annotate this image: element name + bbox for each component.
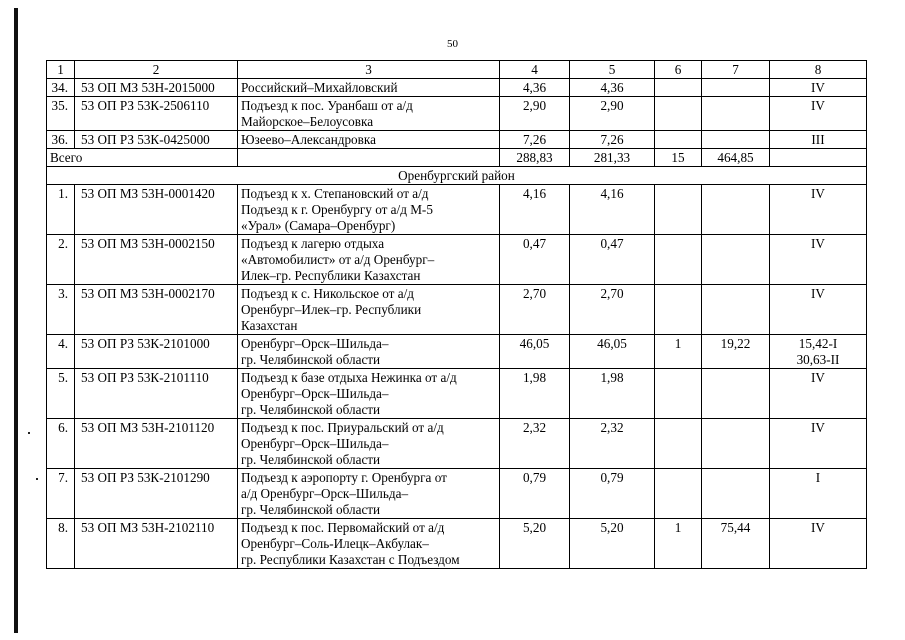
bridge-length (702, 131, 770, 149)
bridge-count (655, 369, 702, 419)
total-empty (238, 149, 500, 167)
road-category: IV (770, 419, 867, 469)
table-row (47, 97, 867, 131)
row-number: 1. (47, 185, 75, 235)
bridge-length (702, 469, 770, 519)
header-cell: 3 (238, 61, 500, 79)
bridge-count: 1 (655, 519, 702, 569)
length-total: 2,32 (500, 419, 570, 469)
road-category: IV (770, 369, 867, 419)
road-name: Подъезд к базе отдыха Нежинка от а/д Оренбург–Орск–Шильда– гр. Челябинской области (238, 369, 500, 419)
road-name: Юзеево–Александровка (238, 131, 500, 149)
table-row (47, 469, 867, 519)
road-code: 53 ОП МЗ 53Н-0002170 (75, 285, 238, 335)
bridge-length (702, 419, 770, 469)
total-empty (770, 149, 867, 167)
table-row (47, 185, 867, 235)
road-code: 53 ОП МЗ 53Н-2102110 (75, 519, 238, 569)
table-row (47, 131, 867, 149)
road-category: IV (770, 285, 867, 335)
scan-speck (36, 478, 38, 480)
length-regional: 46,05 (570, 335, 655, 369)
bridge-length (702, 369, 770, 419)
length-total: 4,36 (500, 79, 570, 97)
section-row (47, 167, 867, 185)
length-regional: 4,16 (570, 185, 655, 235)
total-length-regional: 281,33 (570, 149, 655, 167)
bridge-length (702, 185, 770, 235)
table-row (47, 235, 867, 285)
bridge-count: 1 (655, 335, 702, 369)
roads-table (46, 60, 867, 569)
length-regional: 1,98 (570, 369, 655, 419)
road-code: 53 ОП РЗ 53К-2101110 (75, 369, 238, 419)
road-name: Подъезд к х. Степановский от а/д Подъезд к г. Оренбургу от а/д М-5 «Урал» (Самара–Оренбург) (238, 185, 500, 235)
row-number: 34. (47, 79, 75, 97)
length-regional: 7,26 (570, 131, 655, 149)
length-total: 5,20 (500, 519, 570, 569)
road-category: 15,42-I 30,63-II (770, 335, 867, 369)
road-name: Российский–Михайловский (238, 79, 500, 97)
bridge-count (655, 285, 702, 335)
total-length: 288,83 (500, 149, 570, 167)
row-number: 6. (47, 419, 75, 469)
table-row (47, 419, 867, 469)
length-regional: 2,90 (570, 97, 655, 131)
road-category: III (770, 131, 867, 149)
total-bridge-length: 464,85 (702, 149, 770, 167)
header-cell: 7 (702, 61, 770, 79)
road-code: 53 ОП МЗ 53Н-2015000 (75, 79, 238, 97)
road-category: IV (770, 97, 867, 131)
road-name: Подъезд к аэропорту г. Оренбурга от а/д Оренбург–Орск–Шильда– гр. Челябинской области (238, 469, 500, 519)
row-number: 4. (47, 335, 75, 369)
header-cell: 1 (47, 61, 75, 79)
scan-edge-bar (14, 8, 18, 633)
row-number: 35. (47, 97, 75, 131)
bridge-length (702, 235, 770, 285)
table-row (47, 335, 867, 369)
total-bridge-count: 15 (655, 149, 702, 167)
road-name: Подъезд к пос. Первомайский от а/д Оренбург–Соль-Илецк–Акбулак– гр. Республики Казахстан с Подъездом (238, 519, 500, 569)
total-row (47, 149, 867, 167)
length-total: 2,70 (500, 285, 570, 335)
road-category: I (770, 469, 867, 519)
bridge-count (655, 469, 702, 519)
length-regional: 0,79 (570, 469, 655, 519)
road-name: Подъезд к пос. Приуральский от а/д Оренбург–Орск–Шильда– гр. Челябинской области (238, 419, 500, 469)
road-category: IV (770, 79, 867, 97)
bridge-length (702, 79, 770, 97)
header-row (47, 61, 867, 79)
scan-speck (28, 432, 30, 434)
road-code: 53 ОП МЗ 53Н-0001420 (75, 185, 238, 235)
length-total: 4,16 (500, 185, 570, 235)
bridge-count (655, 419, 702, 469)
road-code: 53 ОП РЗ 53К-2101290 (75, 469, 238, 519)
length-total: 7,26 (500, 131, 570, 149)
road-code: 53 ОП РЗ 53К-2101000 (75, 335, 238, 369)
length-regional: 4,36 (570, 79, 655, 97)
bridge-count (655, 235, 702, 285)
bridge-length (702, 285, 770, 335)
row-number: 3. (47, 285, 75, 335)
table-row (47, 369, 867, 419)
road-name: Подъезд к лагерю отдыха «Автомобилист» от а/д Оренбург– Илек–гр. Республики Казахстан (238, 235, 500, 285)
road-code: 53 ОП МЗ 53Н-0002150 (75, 235, 238, 285)
bridge-length: 19,22 (702, 335, 770, 369)
length-total: 0,47 (500, 235, 570, 285)
bridge-length: 75,44 (702, 519, 770, 569)
length-regional: 0,47 (570, 235, 655, 285)
length-total: 1,98 (500, 369, 570, 419)
bridge-count (655, 97, 702, 131)
bridge-count (655, 131, 702, 149)
table-row (47, 519, 867, 569)
road-code: 53 ОП РЗ 53К-0425000 (75, 131, 238, 149)
bridge-count (655, 185, 702, 235)
road-category: IV (770, 235, 867, 285)
length-regional: 5,20 (570, 519, 655, 569)
road-name: Оренбург–Орск–Шильда– гр. Челябинской области (238, 335, 500, 369)
length-total: 0,79 (500, 469, 570, 519)
road-name: Подъезд к с. Никольское от а/д Оренбург–Илек–гр. Республики Казахстан (238, 285, 500, 335)
road-code: 53 ОП РЗ 53К-2506110 (75, 97, 238, 131)
row-number: 2. (47, 235, 75, 285)
bridge-count (655, 79, 702, 97)
header-cell: 6 (655, 61, 702, 79)
bridge-length (702, 97, 770, 131)
length-regional: 2,70 (570, 285, 655, 335)
row-number: 5. (47, 369, 75, 419)
page-number: 50 (447, 38, 458, 50)
total-label: Всего (47, 149, 238, 167)
header-cell: 5 (570, 61, 655, 79)
header-cell: 4 (500, 61, 570, 79)
table-row (47, 79, 867, 97)
road-category: IV (770, 519, 867, 569)
length-total: 2,90 (500, 97, 570, 131)
row-number: 7. (47, 469, 75, 519)
row-number: 36. (47, 131, 75, 149)
header-cell: 2 (75, 61, 238, 79)
table-row (47, 285, 867, 335)
road-name: Подъезд к пос. Уранбаш от а/д Майорское–Белоусовка (238, 97, 500, 131)
row-number: 8. (47, 519, 75, 569)
road-code: 53 ОП МЗ 53Н-2101120 (75, 419, 238, 469)
length-regional: 2,32 (570, 419, 655, 469)
section-title: Оренбургский район (47, 167, 867, 185)
road-category: IV (770, 185, 867, 235)
length-total: 46,05 (500, 335, 570, 369)
header-cell: 8 (770, 61, 867, 79)
